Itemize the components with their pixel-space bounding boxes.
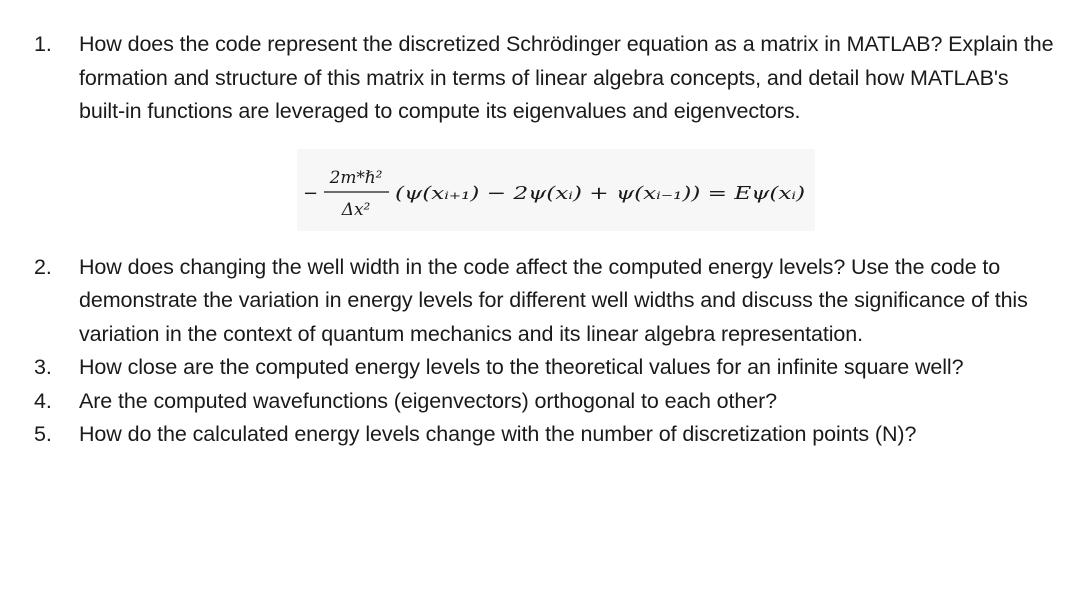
equation-svg	[297, 149, 815, 231]
question-text: How does changing the well width in the code affect the computed energy levels? Use the code to demonstrate the variation in energy levels for different well widths and discuss the significance of this variation in the context of quantum mechanics and its linear algebra representation.	[79, 254, 1028, 346]
question-number: 5.	[34, 422, 52, 446]
equation-numerator: 2m*ℏ²	[329, 167, 383, 188]
question-2	[34, 251, 1054, 352]
question-text: Are the computed wavefunctions (eigenvectors) orthogonal to each other?	[79, 388, 778, 413]
question-number: 2.	[34, 254, 52, 279]
question-text: How close are the computed energy levels to the theoretical values for an infinite square well?	[79, 355, 964, 379]
question-number: 1.	[34, 32, 52, 56]
equation-minus: −	[303, 182, 318, 204]
equation-block	[297, 149, 815, 231]
question-text: How does the code represent the discretized Schrödinger equation as a matrix in MATLAB? Explain the formation and structure of this matrix in terms of linear algebra concepts, and detail how MATLAB's built-in functions are leveraged to compute its eigenvalues and eigenvectors.	[79, 32, 1054, 123]
question-number: 4.	[34, 388, 52, 413]
equation-body: (ψ(xᵢ₊₁) − 2ψ(xᵢ) + ψ(xᵢ₋₁)) = Eψ(xᵢ)	[395, 182, 806, 204]
equation-denominator: Δx²	[341, 199, 371, 220]
question-number: 3.	[34, 355, 52, 379]
question-1	[34, 28, 1054, 231]
question-text: How do the calculated energy levels change with the number of discretization points (N)?	[79, 422, 917, 446]
question-5	[34, 418, 1054, 452]
question-list	[34, 28, 1054, 452]
question-4	[34, 385, 1054, 419]
question-3	[34, 351, 1054, 385]
